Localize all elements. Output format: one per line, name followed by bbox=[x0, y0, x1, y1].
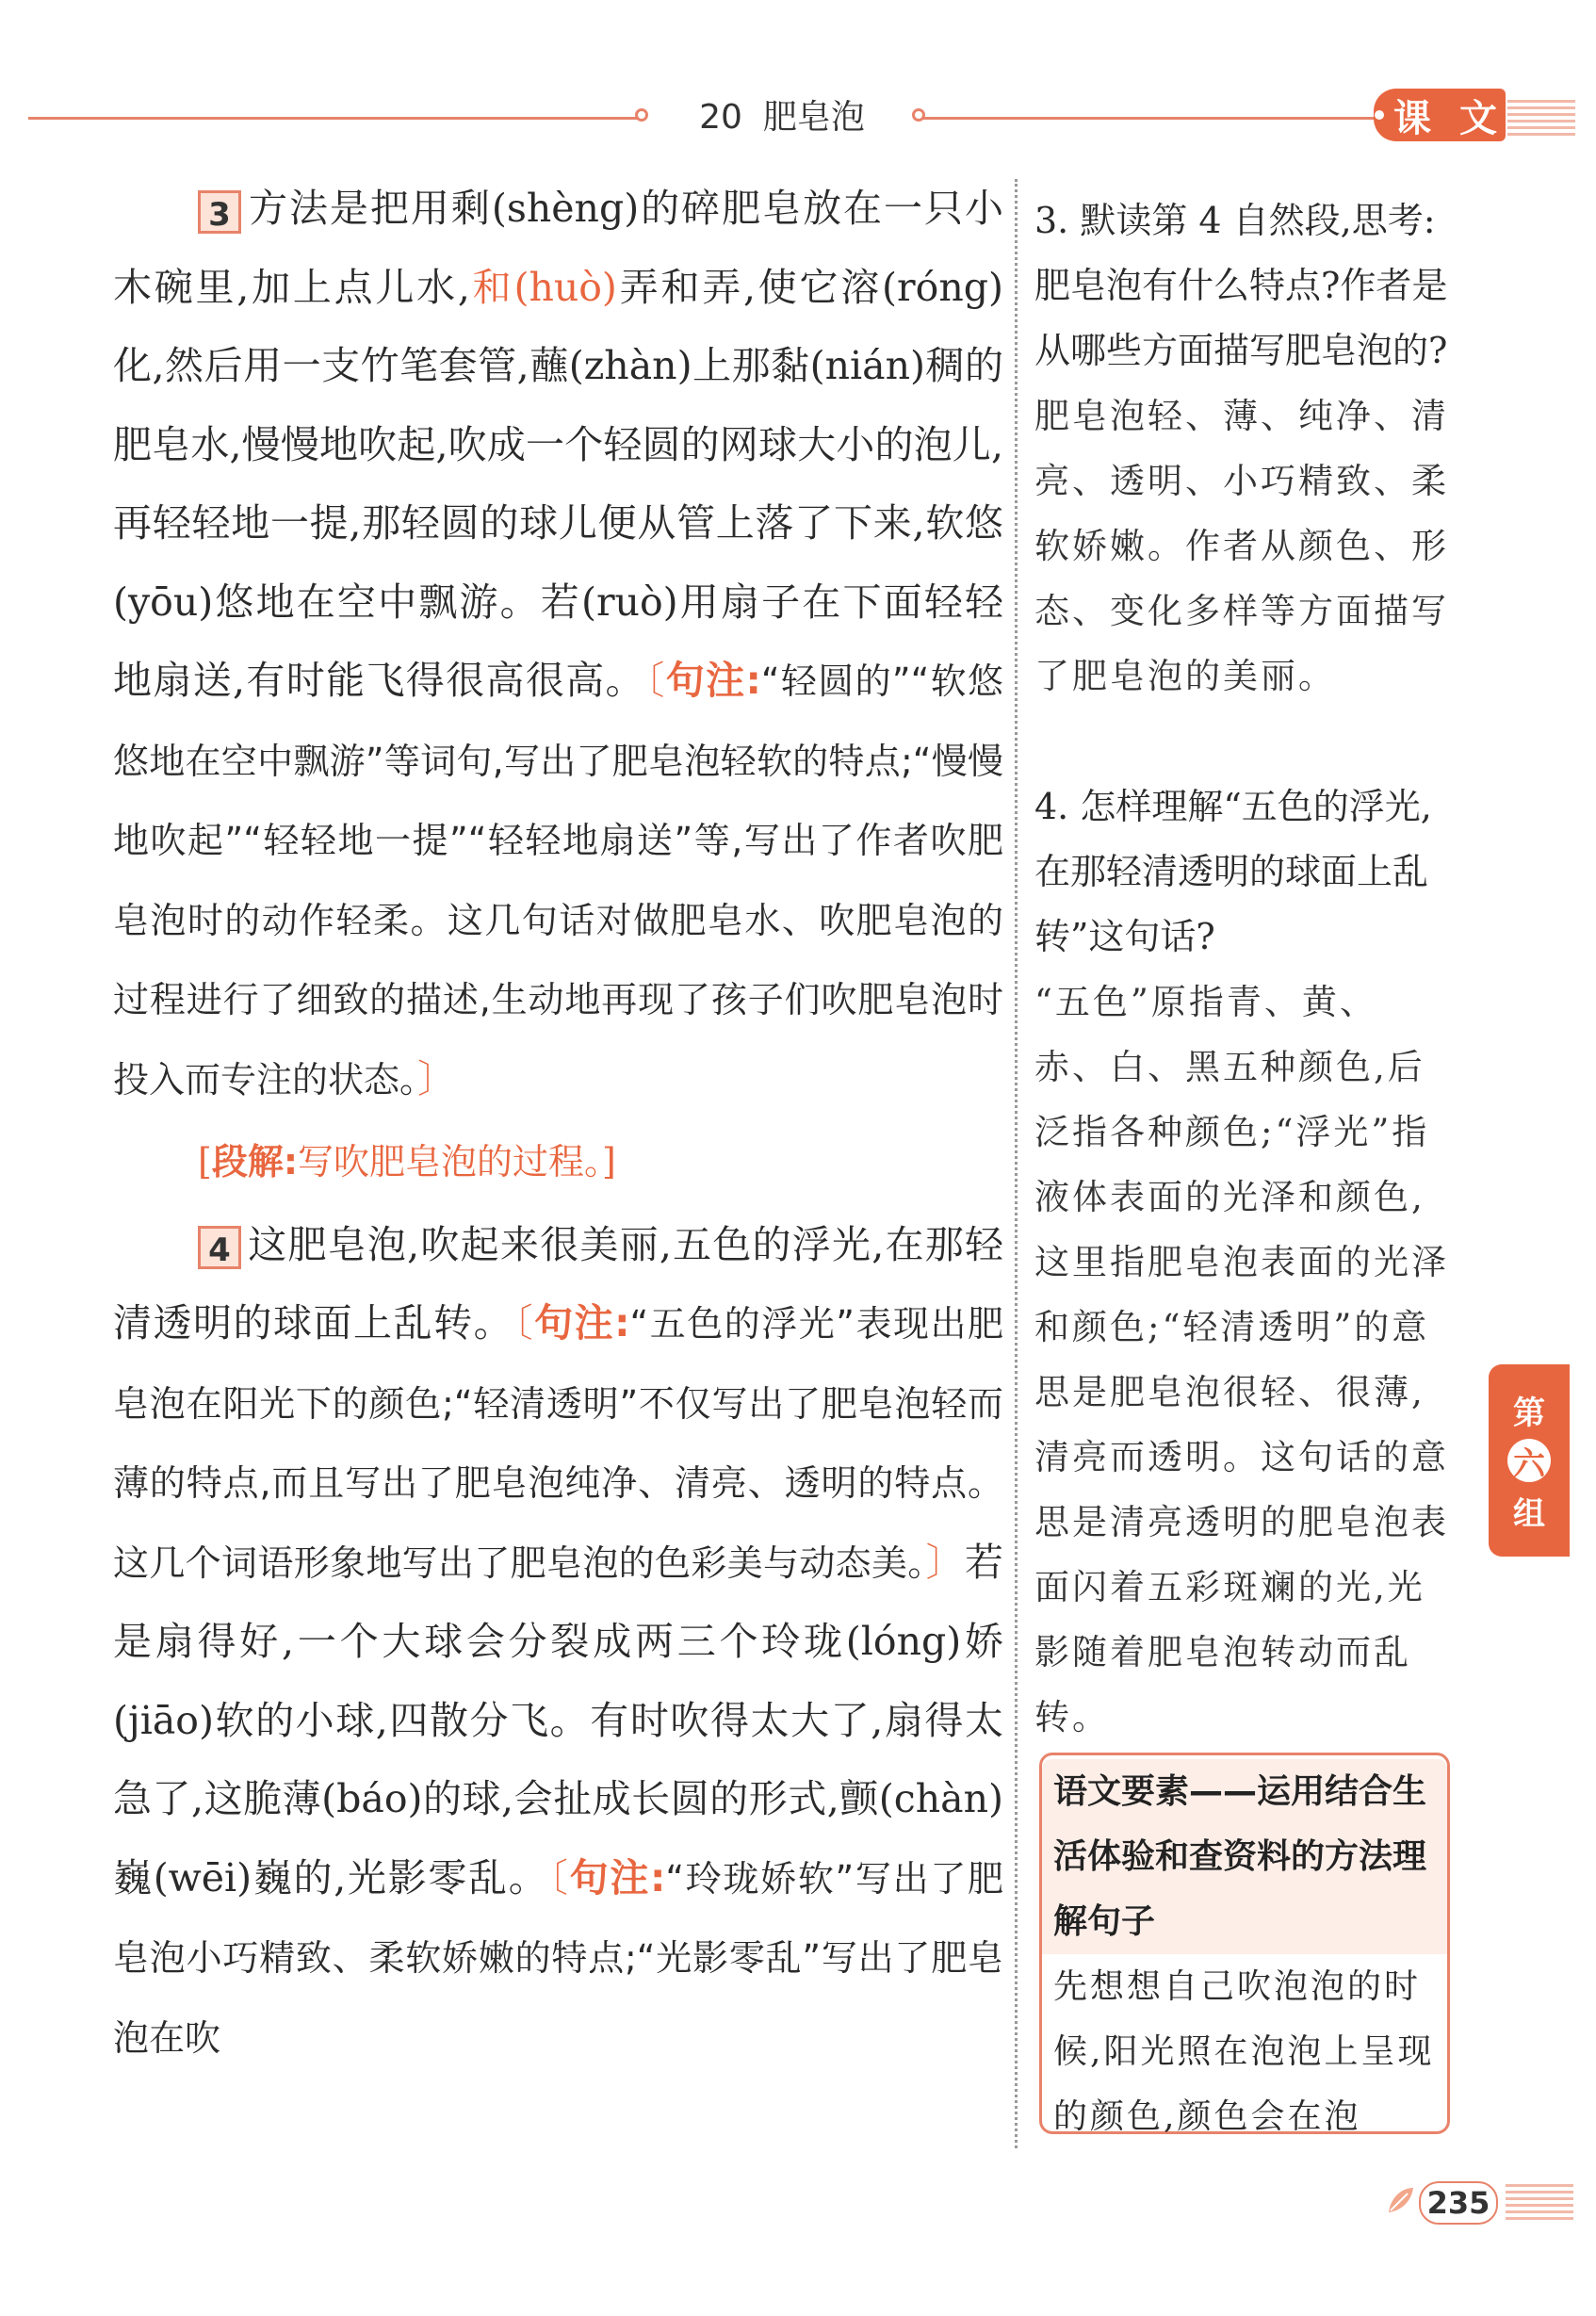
paragraph-number: 3 bbox=[198, 190, 241, 234]
sentence-note-label: 句注: bbox=[534, 1300, 630, 1346]
answer-3: 肥皂泡轻、薄、纯净、清亮、透明、小巧精致、柔软娇嫩。作者从颜色、形态、变化多样等方面描写了肥皂泡的美丽。 bbox=[1034, 396, 1449, 696]
leaf-icon bbox=[1385, 2184, 1417, 2216]
header-stripes bbox=[1507, 100, 1575, 138]
p4-text-1: 这肥皂泡,吹起来很美丽,五色的浮光,在那轻清透明的球面上乱转。 bbox=[113, 1221, 1003, 1346]
language-element-box bbox=[1039, 1753, 1450, 2134]
section-badge-label: 课 文 bbox=[1393, 96, 1505, 140]
bracket-close: 〕 bbox=[417, 1055, 457, 1101]
question-4: 4. 怎样理解“五色的浮光,在那轻清透明的球面上乱转”这句话? bbox=[1034, 786, 1432, 957]
unit-tab-bottom: 组 bbox=[1513, 1495, 1545, 1533]
answer-4: “五色”原指青、黄、赤、白、黑五种颜色,后泛指各种颜色;“浮光”指液体表面的光泽和颜色,这里指肥皂泡表面的光泽和颜色;“轻清透明”的意思是肥皂泡很轻、很薄,清亮而透明。这句话的意思是清亮透明的肥皂泡表面闪着五彩斑斓的光,光影随着肥皂泡转动而乱转。 bbox=[1034, 982, 1449, 1737]
side-column bbox=[1034, 188, 1449, 1750]
column-divider bbox=[1015, 179, 1018, 2148]
sentence-note-label: 句注: bbox=[569, 1854, 666, 1900]
spacer bbox=[1034, 709, 1449, 775]
p3-text-1: 方法是把用剩(shèng)的碎肥皂放在一只小木碗里,加上点儿水, bbox=[113, 186, 1003, 310]
main-text-column bbox=[113, 170, 1003, 2078]
sentence-note: “轻圆的”“软悠悠地在空中飘游”等词句,写出了肥皂泡轻软的特点;“慢慢地吹起”“轻轻地一提”“轻轻地扇送”等,写出了作者吹肥皂泡时的动作轻柔。这几句话对做肥皂水、吹肥皂泡的过程进行了细致的描述,生动地再现了孩子们吹肥皂泡时投入而专注的状态。 bbox=[113, 661, 1004, 1101]
sentence-note: “玲珑娇软”写出了肥皂泡小巧精致、柔软娇嫩的特点;“光影零乱”写出了肥皂泡在吹 bbox=[113, 1857, 1004, 2059]
paragraph-summary-label: 段解: bbox=[211, 1141, 299, 1182]
p4-text-2: 若是扇得好,一个大球会分裂成两三个玲珑(lóng)娇(jiāo)软的小球,四散分飞。有时吹得太大了,扇得太急了,这脆薄(báo)的球,会扯成长圆的形式,颤(chàn)巍(wēi)巍的,光影零乱。 bbox=[113, 1539, 1003, 1900]
unit-tab-top: 第 bbox=[1513, 1394, 1545, 1432]
lesson-number: 20 bbox=[699, 98, 742, 137]
lesson-title: 肥皂泡 bbox=[762, 98, 865, 137]
p3-text-2: 弄和弄,使它溶(róng)化,然后用一支竹笔套管,蘸(zhàn)上那黏(nián)稠的肥皂水,慢慢地吹起,吹成一个轻圆的网球大小的泡儿,再轻轻地一提,那轻圆的球儿便从管上落了下来,软悠(yōu)悠地在空中飘游。若(ruò)用扇子在下面轻轻地扇送,有时能飞得很高很高。 bbox=[113, 264, 1003, 703]
section-badge bbox=[1374, 89, 1506, 141]
paragraph-summary-text: 写吹肥皂泡的过程。 bbox=[298, 1141, 603, 1182]
p3-highlight: 和(huò) bbox=[469, 264, 617, 310]
footer-stripes bbox=[1506, 2184, 1573, 2220]
bracket-open: [ bbox=[198, 1141, 212, 1182]
page-number: 235 bbox=[1419, 2181, 1498, 2225]
bracket-close: 〕 bbox=[925, 1539, 965, 1585]
header-rule-right bbox=[923, 117, 1376, 120]
language-element-text: 先想想自己吹泡泡的时候,阳光照在泡泡上呈现的颜色,颜色会在泡 bbox=[1053, 1967, 1435, 2136]
bracket-close: ] bbox=[602, 1141, 616, 1182]
sentence-note: “五色的浮光”表现出肥皂泡在阳光下的颜色;“轻清透明”不仅写出了肥皂泡轻而薄的特点,而且写出了肥皂泡纯净、清亮、透明的特点。这几个词语形象地写出了肥皂泡的色彩美与动态美。 bbox=[113, 1303, 1004, 1584]
header-rule-dot-left bbox=[635, 108, 648, 122]
bracket-open: 〔 bbox=[644, 658, 666, 703]
lesson-heading bbox=[692, 90, 871, 139]
bullet-icon bbox=[1375, 110, 1384, 120]
bracket-open: 〔 bbox=[513, 1300, 535, 1346]
paragraph-number: 4 bbox=[198, 1226, 241, 1269]
paragraph-3 bbox=[113, 170, 1003, 1119]
language-element-title: 语文要素——运用结合生活体验和查资料的方法理解句子 bbox=[1042, 1759, 1447, 1954]
unit-tab bbox=[1489, 1364, 1570, 1557]
paragraph-summary bbox=[198, 1123, 1003, 1202]
header-rule-left bbox=[28, 117, 641, 120]
bracket-open: 〔 bbox=[548, 1854, 570, 1900]
sentence-note-label: 句注: bbox=[665, 658, 761, 703]
unit-tab-number: 六 bbox=[1507, 1439, 1551, 1482]
question-3: 3. 默读第 4 自然段,思考:肥皂泡有什么特点?作者是从哪些方面描写肥皂泡的? bbox=[1034, 200, 1448, 371]
paragraph-4 bbox=[113, 1206, 1003, 2079]
